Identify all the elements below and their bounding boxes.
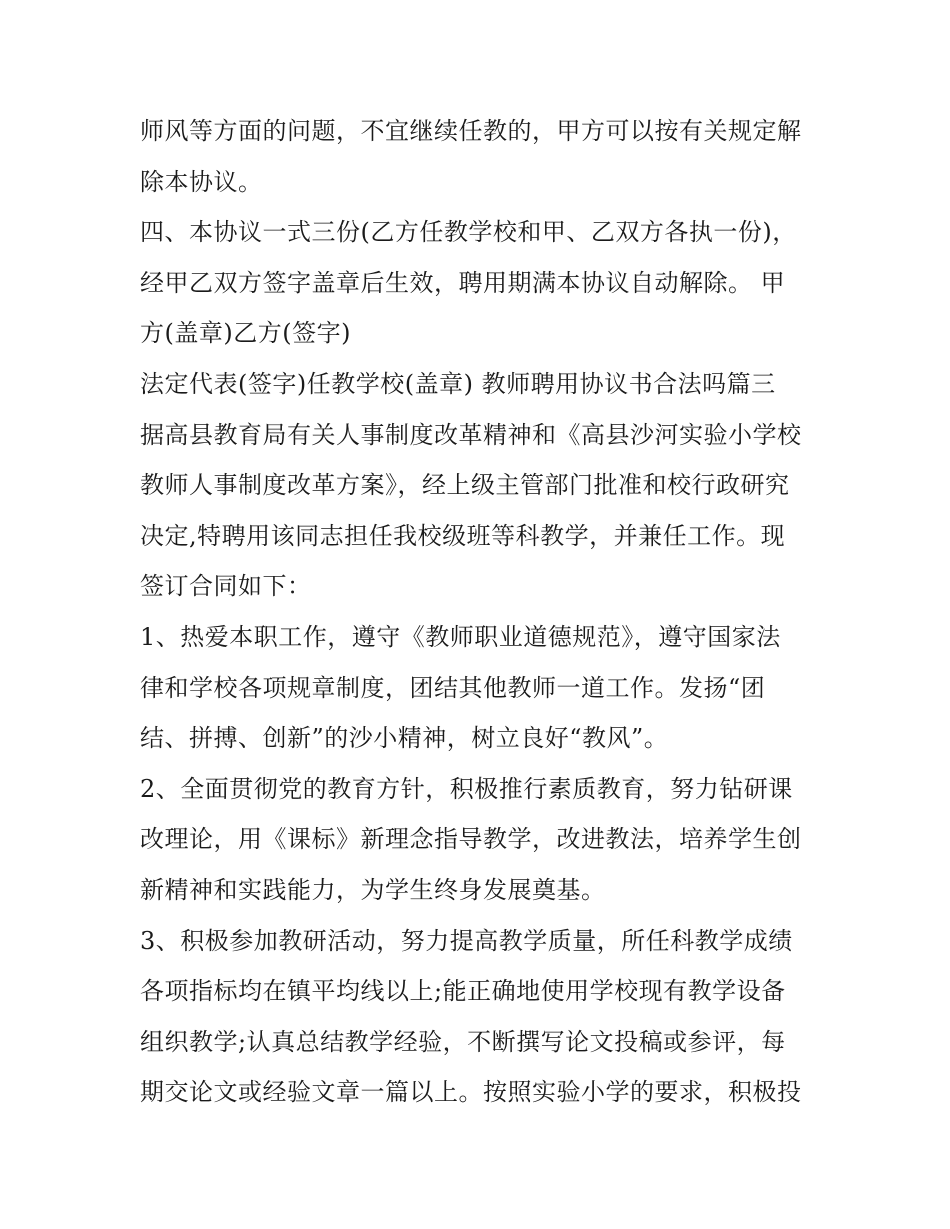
text-line: 经甲乙双方签字盖章后生效，聘用期满本协议自动解除。 甲 bbox=[140, 268, 786, 297]
text-line: 结、拼搏、创新”的沙小精神，树立良好“教风”。 bbox=[140, 724, 669, 753]
text-line: 1、热爱本职工作，遵守《教师职业道德规范》，遵守国家法 bbox=[140, 622, 781, 651]
document-body bbox=[140, 106, 830, 1118]
text-line: 除本协议。 bbox=[140, 167, 263, 196]
text-line: 教师人事制度改革方案》，经上级主管部门批准和校行政研究 bbox=[140, 471, 790, 500]
text-line: 新精神和实践能力，为学生终身发展奠基。 bbox=[140, 875, 606, 904]
text-line: 签订合同如下： bbox=[140, 572, 312, 601]
text-line: 法定代表(签字)任教学校(盖章) 教师聘用协议书合法吗篇三 bbox=[140, 369, 776, 398]
text-line: 律和学校各项规章制度，团结其他教师一道工作。发扬“团 bbox=[140, 673, 766, 702]
text-line: 2、全面贯彻党的教育方针，积极推行素质教育，努力钻研课 bbox=[140, 774, 793, 803]
text-line: 决定,特聘用该同志担任我校级班等科教学，并兼任工作。现 bbox=[140, 521, 786, 550]
text-line: 组织教学;认真总结教学经验，不断撰写论文投稿或参评，每 bbox=[140, 1027, 786, 1056]
text-line: 期交论文或经验文章一篇以上。按照实验小学的要求，积极投 bbox=[140, 1078, 802, 1107]
text-line: 四、本协议一式三份(乙方任教学校和甲、乙双方各执一份)， bbox=[140, 218, 797, 247]
text-line: 方(盖章)乙方(签字) bbox=[140, 319, 351, 348]
text-line: 各项指标均在镇平均线以上;能正确地使用学校现有教学设备 bbox=[140, 977, 786, 1006]
text-line: 据高县教育局有关人事制度改革精神和《高县沙河实验小学校 bbox=[140, 420, 802, 449]
text-line: 改理论，用《课标》新理念指导教学，改进教法，培养学生创 bbox=[140, 825, 802, 854]
text-line: 师风等方面的问题，不宜继续任教的，甲方可以按有关规定解 bbox=[140, 117, 802, 145]
text-line: 3、积极参加教研活动，努力提高教学质量，所任科教学成绩 bbox=[140, 926, 793, 955]
